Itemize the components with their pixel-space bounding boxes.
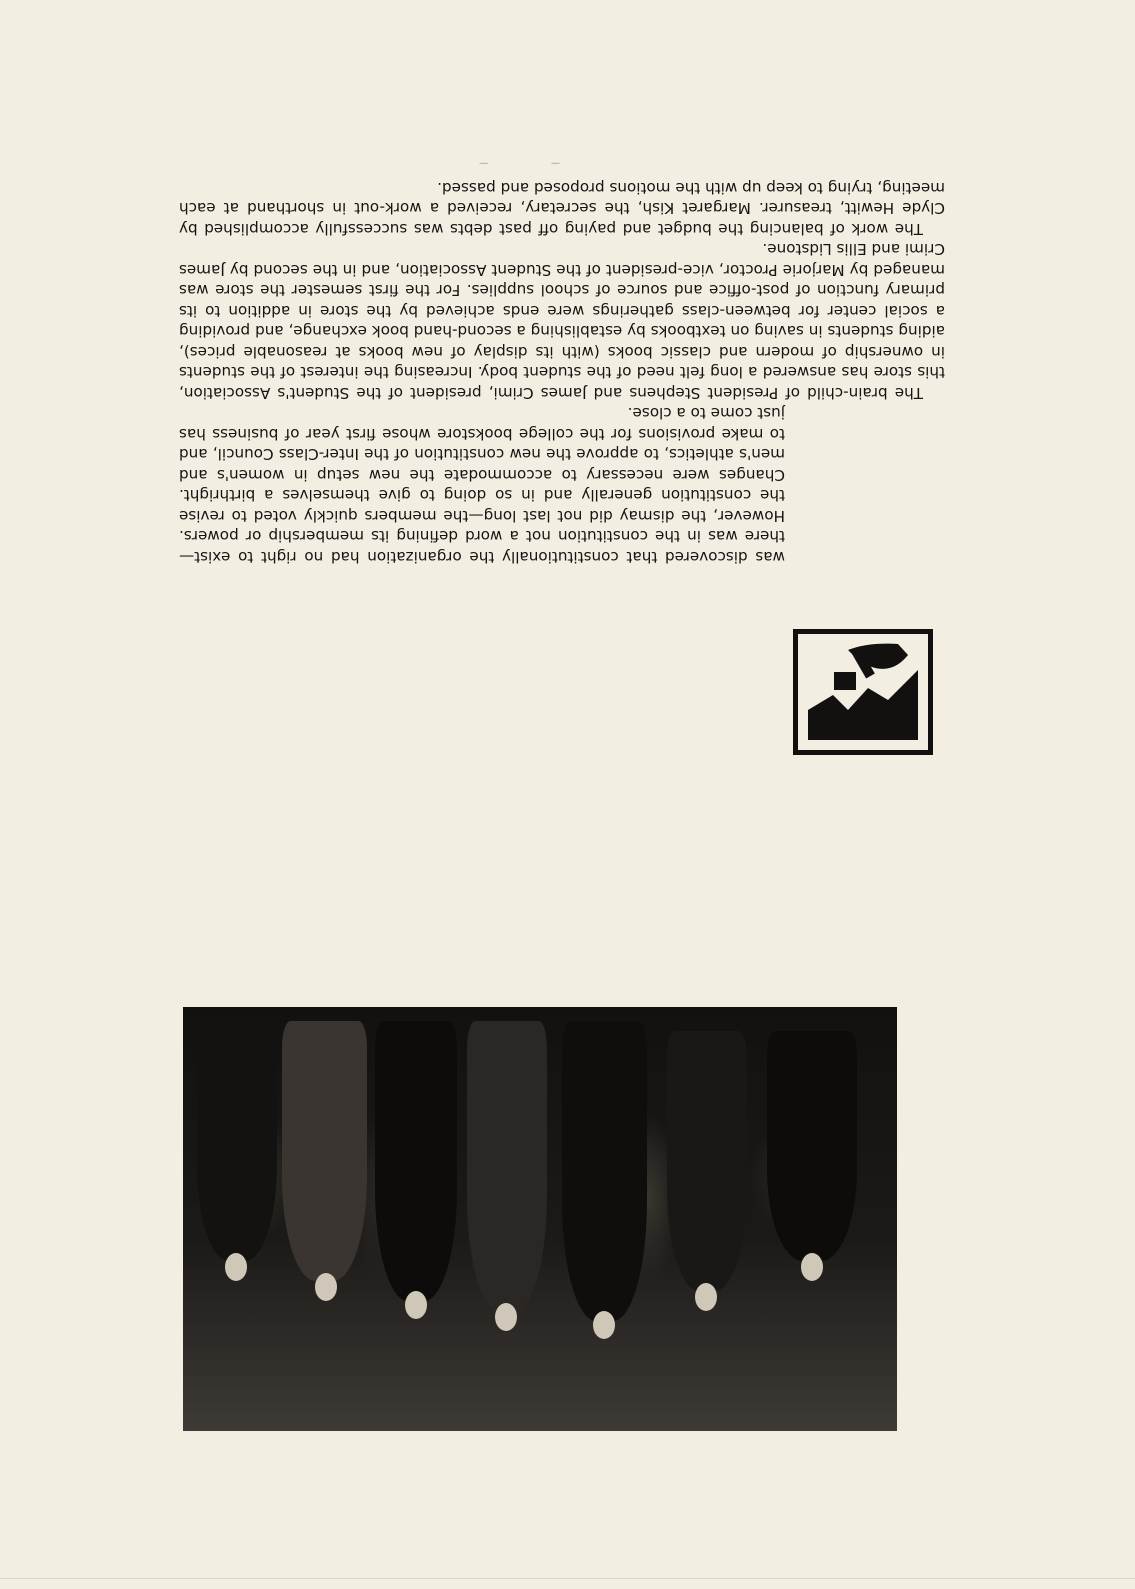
photo-figure [375, 1021, 457, 1301]
photo-face [695, 1283, 717, 1311]
photo-figure [562, 1021, 647, 1321]
photo-figure [282, 1021, 367, 1281]
paragraph-2: The brain-child of President Stephens and James Crimi, president of the Student's Association, this store has answered a long felt need of the student body. Increasing the interest of the students in ownership of modern and classic books (with its display of new books at reasonable prices), aiding students in saving on textbooks by establishing a second-hand book exchange, and providing a social center for between-class gatherings were ends achieved by the store in addition to its primary function of post-office and source of school supplies. For the first semester the store was managed by Marjorie Proctor, vice-president of the Student Association, and in the second by James Crimi and Ellis Lidstone. [179, 240, 945, 402]
photo-face [495, 1303, 517, 1331]
photo-face [593, 1311, 615, 1339]
photo-face [315, 1273, 337, 1301]
paragraph-1: was discovered that constitutionally the organization had no right to exist—there was in the constitution not a word defining its membership or powers. However, the dismay did not last long—the members quickly voted to revise the constitution generally and in so doing to give themselves a birthright. Changes were necessary to accommodate the new setup in women's and men's athletics, to approve the new constitution of the Inter-Class Council, and to make provisions for the college bookstore whose first year of business has just come to a close. [179, 404, 785, 566]
photo-figure [767, 1031, 857, 1261]
photo-face [405, 1291, 427, 1319]
photo-figure [467, 1021, 547, 1311]
page-edge-line [0, 1578, 1135, 1579]
photo-face [801, 1253, 823, 1281]
paragraph-3: The work of balancing the budget and paying off past debts was successfully accomplished by Clyde Hewitt, treasurer. Margaret Kish, the secretary, received a work-out in shorthand at each meeting, trying to keep up with the motions proposed and passed. [179, 179, 945, 238]
body-text [179, 178, 945, 568]
photo-figure [667, 1031, 747, 1291]
photo-face [225, 1253, 247, 1281]
gavel-hand-emblem [793, 629, 933, 755]
photo-figure [197, 1021, 277, 1261]
page-marks: — — [449, 158, 560, 168]
group-photo [183, 1007, 897, 1431]
gavel-icon [798, 634, 928, 750]
